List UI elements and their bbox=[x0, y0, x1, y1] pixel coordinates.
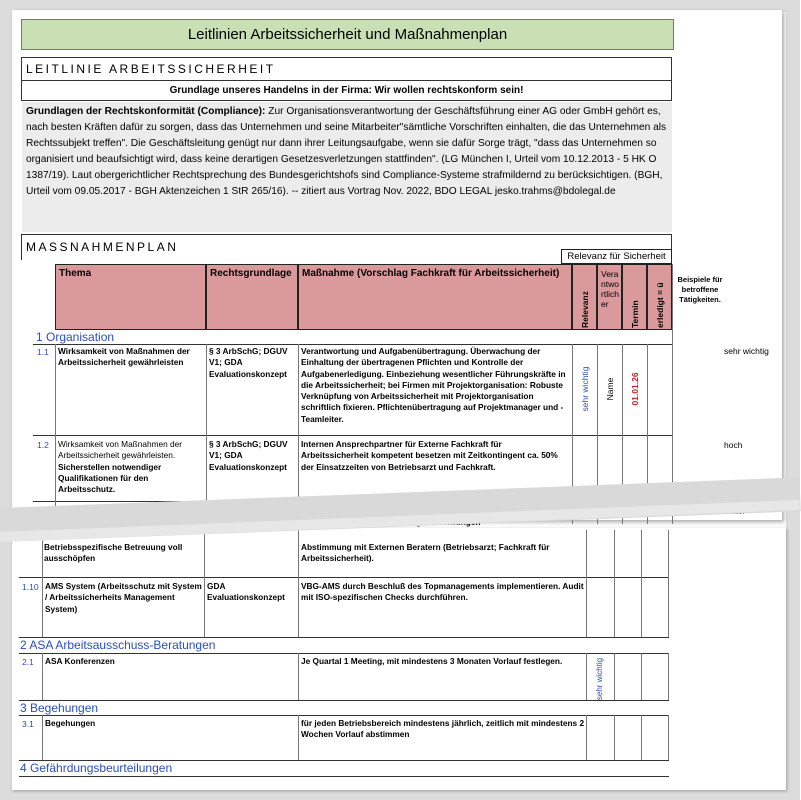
grid-line bbox=[42, 530, 43, 637]
row-2-1-relevanz: sehr wichtig bbox=[595, 657, 604, 701]
row-1-1-side: sehr wichtig bbox=[724, 346, 769, 356]
row-divider bbox=[19, 776, 669, 777]
intro-text: Zur Organisationsverantwortung der Geschäftsführung einer AG oder GmbH gehört es, nach besten Kräften dafür zu sorgen, dass das Unternehmen und seine Mitarbeiter"sämtliche Vorschriften einhalten, die das Unternehmen als Rechtssubjekt treffen". Die Geschäftsleitung genügt nur dann ihrer Leitungsaufgabe, wenn sie dafür Sorge trägt, "dass das Unternehmen so organisiert und beaufsichtigt wird, dass keine derartigen Gesetzesverletzungen stattfinden". (LG München I, Urteil vom 10.12.2013 - 5 HK O 1387/19). Laut obergerichtlicher Rechtsprechung des Bundesgerichtshofs sind Compliance-Systeme strafmildernd zu berücksichtigen. (BGH, Urteil vom 09.05.2017 - BGH Aktenzeichen 1 StR 265/16). -- zitiert aus Vortrag Nov. 2022, BDO LEGAL jesko.trahms@bdolegal.de bbox=[26, 106, 667, 197]
col-relevanz-label: Relevanz bbox=[580, 291, 590, 328]
side-note-beispiele: Beispiele für betroffene Tätigkeiten. bbox=[677, 275, 723, 304]
section-heading-massnahmenplan: MASSNAHMENPLAN bbox=[21, 234, 672, 260]
col-rechtsgrundlage: Rechtsgrundlage bbox=[206, 264, 298, 330]
grid-line bbox=[614, 530, 615, 637]
grid-line bbox=[614, 653, 615, 700]
grid-line bbox=[668, 715, 669, 760]
col-verantwortlicher-label: Verantwortlicher bbox=[601, 269, 619, 309]
grid-line bbox=[668, 530, 669, 637]
row-1-2-thema-a: Wirksamkeit von Maßnahmen der Arbeitssicherheit gewährleisten. bbox=[58, 439, 183, 461]
row-1-2-massnahme: Internen Ansprechpartner für Externe Fachkraft für Arbeitssicherheit kompetent besetzen mit Zeitkontingent ca. 50% der Einsatzzeiten von Betriebsarzt und Fachkraft. bbox=[301, 439, 558, 472]
row-3-1-number: 3.1 bbox=[22, 719, 34, 729]
grid-line bbox=[641, 715, 642, 760]
relevance-header: Relevanz für Sicherheit bbox=[561, 249, 672, 264]
row-1-2-recht: § 3 ArbSchG; DGUV V1; GDA Evaluationskonzept bbox=[209, 439, 288, 472]
row-1-1-relevanz: sehr wichtig bbox=[580, 366, 590, 412]
row-torn-thema: Betriebsspezifische Betreuung voll ausschöpfen bbox=[44, 542, 183, 564]
row-3-1-thema: Begehungen bbox=[45, 718, 96, 728]
row-2-1-massnahme: Je Quartal 1 Meeting, mit mindestens 3 Monaten Vorlauf festlegen. bbox=[301, 656, 563, 666]
row-1-10-massnahme: VBG-AMS durch Beschluß des Topmanagements implementieren. Audit mit ISO-spezifischen Checks durchführen. bbox=[301, 581, 584, 603]
grid-line bbox=[298, 715, 299, 760]
row-1-10-number: 1.10 bbox=[22, 582, 39, 592]
row-torn-massnahme: Abstimmung mit Externen Beratern (Betriebsarzt; Fachkraft für Arbeitssicherheit). bbox=[301, 542, 550, 564]
col-erledigt-label: erledigt = ü bbox=[655, 282, 665, 328]
doc-title: Leitlinien Arbeitssicherheit und Maßnahmenplan bbox=[21, 19, 674, 50]
section-heading-leitlinie: LEITLINIE ARBEITSSICHERHEIT bbox=[21, 57, 672, 81]
grid-line bbox=[641, 530, 642, 637]
sheet-bottom bbox=[12, 528, 786, 790]
row-divider bbox=[19, 653, 669, 654]
row-2-1-thema: ASA Konferenzen bbox=[45, 656, 115, 666]
grid-line bbox=[586, 653, 587, 700]
row-1-1-recht: § 3 ArbSchG; DGUV V1; GDA Evaluationskonzept bbox=[209, 346, 288, 379]
grid-line bbox=[204, 530, 205, 637]
row-1-2-side: hoch bbox=[724, 440, 743, 450]
row-1-1-termin: 01.01.26 bbox=[630, 372, 640, 406]
grid-line bbox=[614, 715, 615, 760]
col-massnahme: Maßnahme (Vorschlag Fachkraft für Arbeitssicherheit) bbox=[298, 264, 572, 330]
row-2-1-relevanz-cell bbox=[588, 657, 612, 701]
motto: Grundlage unseres Handelns in der Firma: Wir wollen rechtskonform sein! bbox=[21, 81, 672, 101]
row-1-1-number: 1.1 bbox=[37, 347, 49, 357]
category-asa: 2 ASA Arbeitsausschuss-Beratungen bbox=[20, 638, 216, 652]
row-3-1-massnahme: für jeden Betriebsbereich mindestens jährlich, zeitlich mit mindestens 2 Wochen Vorlauf abstimmen bbox=[301, 718, 585, 740]
row-1-10-recht: GDA Evaluationskonzept bbox=[207, 581, 285, 603]
row-1-2-thema-b: Sicherstellen notwendiger Qualifikationen für den Arbeitsschutz. bbox=[58, 461, 162, 495]
row-1-10-thema: AMS System (Arbeitsschutz mit System / Arbeitssicherheits Management System) bbox=[45, 581, 202, 614]
grid-line bbox=[641, 653, 642, 700]
category-begehungen: 3 Begehungen bbox=[20, 701, 99, 715]
row-1-1-thema: Wirksamkeit von Maßnahmen der Arbeitssicherheit gewährleisten bbox=[58, 346, 190, 368]
category-gefaehrdungsbeurteilungen: 4 Gefährdungsbeurteilungen bbox=[20, 761, 173, 775]
grid-line bbox=[42, 653, 43, 700]
row-divider bbox=[19, 577, 669, 578]
grid-line bbox=[298, 653, 299, 700]
row-divider bbox=[19, 715, 669, 716]
col-termin-label: Termin bbox=[630, 300, 640, 328]
row-divider bbox=[19, 700, 669, 701]
intro-bold: Grundlagen der Rechtskonformität (Compliance): bbox=[26, 106, 266, 117]
category-organisation: 1 Organisation bbox=[36, 330, 115, 344]
grid-line bbox=[586, 530, 587, 637]
grid-line bbox=[42, 715, 43, 760]
row-2-1-number: 2.1 bbox=[22, 657, 34, 667]
row-1-2-number: 1.2 bbox=[37, 440, 49, 450]
grid-line bbox=[298, 530, 299, 637]
row-1-1-massnahme: Verantwortung und Aufgabenübertragung. Überwachung der Einhaltung der übertragenen Pflichten und Kontrolle der Aufgabenerledigung. Einbeziehung wesentlicher Führungskräfte in die Arbeitssicherheit; bei Firmen mit Projektorganisation: Robuste Verknüpfung von Arbeitssicherheit mit Projektorganisation schriftlich fixieren. Pflichtenübertragung auf Projektmanager und -Teamleiter. bbox=[301, 346, 566, 424]
grid-line bbox=[668, 653, 669, 700]
col-thema: Thema bbox=[55, 264, 206, 330]
grid-line bbox=[586, 715, 587, 760]
row-1-1-verantwortlich: Name bbox=[605, 377, 615, 401]
